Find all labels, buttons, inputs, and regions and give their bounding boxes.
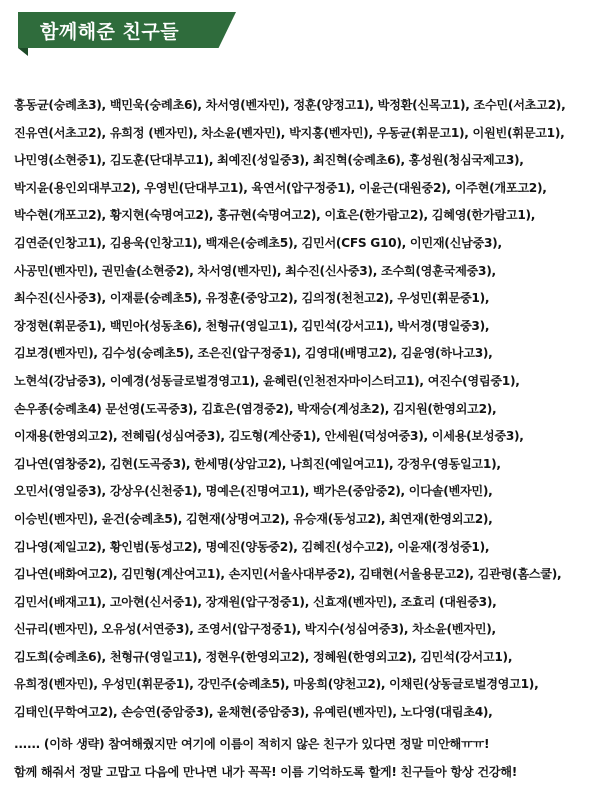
- friends-name-list: [14, 92, 592, 727]
- name-line: 사공민(벤자민), 권민솔(소현중2), 차서영(벤자민), 최수진(신사중3), 조수희(영훈국제중3),: [14, 263, 496, 278]
- name-line: 박지윤(용인외대부고2), 우영빈(단대부고1), 육연서(압구정중1), 이윤근(대원중2), 이주현(개포고2),: [14, 180, 547, 195]
- name-line: 김태인(무학여고2), 손승연(중암중3), 윤채현(중암중3), 유예린(벤자민), 노다영(대림초4),: [14, 705, 493, 720]
- name-line: 이승빈(벤자민), 윤건(숭례초5), 김현재(상명여고2), 유승재(동성고2), 최연재(한영외고2),: [14, 511, 493, 526]
- name-line: 진유연(서초고2), 유희정 (벤자민), 차소윤(벤자민), 박지홍(벤자민), 우동균(휘문고1), 이원빈(휘문고1),: [14, 125, 565, 140]
- name-line: 김연준(인창고1), 김용욱(인창고1), 백재은(숭례초5), 김민서(CFS G10), 이민재(신남중3),: [14, 235, 502, 250]
- name-line: 김민서(배재고1), 고아현(신서중1), 장재원(압구정중1), 신효재(벤자민), 조효리 (대원중3),: [14, 594, 497, 609]
- name-line: 장정현(휘문중1), 백민아(성동초6), 천형규(영일고1), 김민석(강서고1), 박서경(명일중3),: [14, 318, 490, 333]
- name-line: 노현석(강남중3), 이예경(성동글로벌경영고1), 윤혜린(인천전자마이스터고1), 여진수(영림중1),: [14, 373, 520, 388]
- name-line: 김보경(벤자민), 김수성(숭례초5), 조은진(압구정중1), 김영대(배명고2), 김윤영(하나고3),: [14, 346, 493, 361]
- apology-line: ...... (이하 생략) 참여해줬지만 여기에 이름이 적히지 않은 친구가 있다면 정말 미안해ㅠㅠ!: [14, 737, 490, 751]
- thanks-line: 함께 해줘서 정말 고맙고 다음에 만나면 내가 꼭꼭! 이름 기억하도록 할게! 친구들아 항상 건강해!: [14, 764, 518, 779]
- name-line: 홍동균(숭례초3), 백민욱(숭례초6), 차서영(벤자민), 정훈(양정고1), 박정환(신목고1), 조수민(서초고2),: [14, 98, 566, 112]
- name-line: 손우종(숭례초4) 문선영(도곡중3), 김효은(염경중2), 박재승(계성초2), 김지원(한영외고2),: [14, 401, 497, 416]
- name-line: 이재용(한영외고2), 전혜림(성심여중3), 김도형(계산중1), 안세원(덕성여중3), 이세용(보성중3),: [14, 429, 524, 444]
- name-line: 유희정(벤자민), 우성민(휘문중1), 강민주(숭례초5), 마웅희(양천고2), 이채린(상동글로벌경영고1),: [14, 677, 539, 692]
- name-line: 김나영(제일고2), 황인범(동성고2), 명예진(양동중2), 김혜진(성수고2), 이윤재(정성중1),: [14, 539, 490, 554]
- name-line: 박수현(개포고2), 황지현(숙명여고2), 홍규현(숙명여고2), 이효은(한가람고2), 김혜영(한가람고1),: [14, 208, 536, 223]
- page-title: 함께해준 친구들: [40, 21, 180, 43]
- name-line: 김나연(염창중2), 김현(도곡중3), 한세명(상암고2), 나희진(예일여고1), 강정우(영동일고1),: [14, 456, 501, 471]
- banner-fold: [18, 48, 28, 56]
- name-line: 나민영(소현중1), 김도훈(단대부고1), 최예진(성일중3), 최진혁(숭례초6), 홍성원(청심국제고3),: [14, 153, 524, 168]
- name-line: 오민서(영일중3), 강상우(신천중1), 명예은(진명여고1), 백가은(중암중2), 이다솔(벤자민),: [14, 484, 493, 499]
- name-line: 최수진(신사중3), 이재륜(숭례초5), 유정훈(중앙고2), 김의정(천천고2), 우성민(휘문중1),: [14, 291, 490, 306]
- name-line: 김나연(배화여고2), 김민형(계산여고1), 손지민(서울사대부중2), 김태현(서울용문고2), 김관령(홈스쿨),: [14, 567, 562, 582]
- name-line: 김도희(숭례초6), 천형규(영일고1), 정현우(한영외고2), 정혜원(한영외고2), 김민석(강서고1),: [14, 649, 513, 664]
- name-line: 신규리(벤자민), 오유성(서연중3), 조영서(압구정중1), 박지수(성심여중3), 차소윤(벤자민),: [14, 622, 496, 637]
- closing-message: [14, 731, 592, 786]
